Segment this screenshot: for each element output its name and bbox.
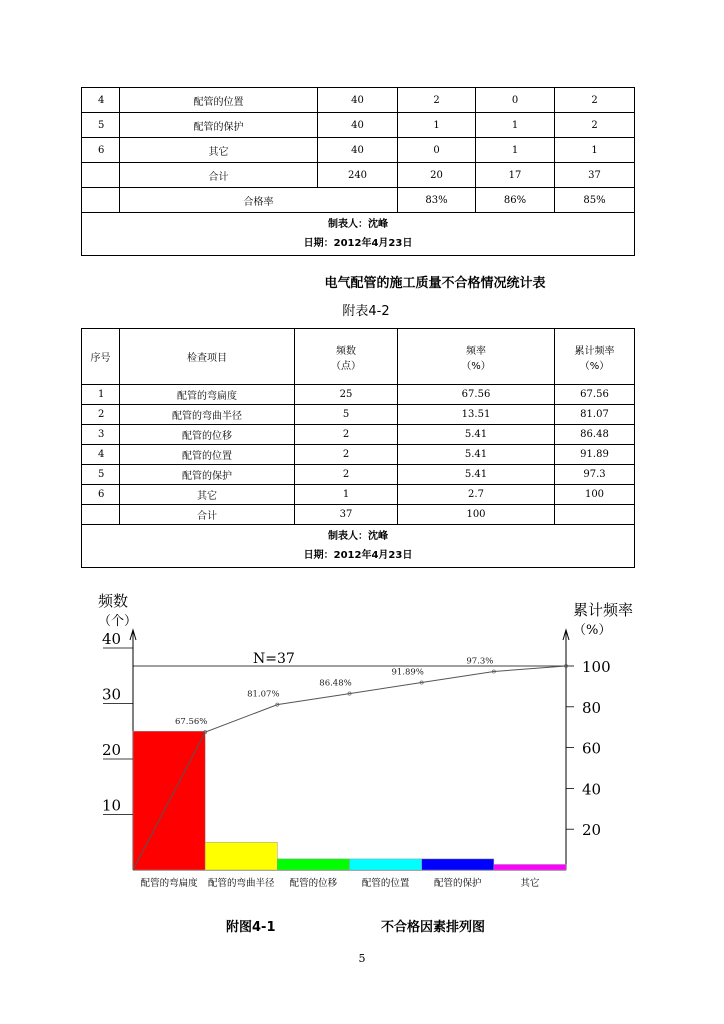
table-cell: 2 [398,88,476,113]
table2-title: 电气配管的施工质量不合格情况统计表 [324,276,546,291]
table-cell: 1 [555,138,635,163]
bar-6 [494,864,566,870]
table-cell: 配管的保护 [120,113,318,138]
table-cell: 其它 [120,485,295,505]
table-cell: 5 [82,113,120,138]
right-axis-title: 累计频率 [573,601,634,619]
category-label: 配管的保护 [433,878,482,889]
header-no: 序号 [82,329,120,385]
table-row [82,138,635,163]
table2-header-row [82,329,635,385]
table-cell: 其它 [120,138,318,163]
table-maker: 制表人：沈峰 [328,531,388,542]
table-row [82,425,635,445]
table-cell: 5 [82,465,120,485]
table-cell: 3 [82,425,120,445]
pass-rate-3: 85% [555,188,635,213]
pass-rate-row [82,188,635,213]
table-date: 日期：2012年4月23日 [303,550,413,561]
table-cell: 配管的位置 [120,445,295,465]
category-label: 配管的位移 [289,878,338,889]
header-cum-unit: （%） [579,360,610,372]
table-cell: 13.51 [398,405,555,425]
page-number: 5 [358,952,366,965]
signature-row [82,525,635,568]
table-cell: 100 [555,485,635,505]
table-cell: 合计 [120,163,318,188]
table-cell: 配管的弯扁度 [120,385,295,405]
table-date: 日期：2012年4月23日 [303,238,413,249]
right-tick-label: 80 [582,698,602,717]
pareto-chart [0,580,724,900]
table-quality-stats [81,328,635,568]
table-cell [555,505,635,525]
table-cell: 0 [476,88,555,113]
table-cell: 配管的弯曲半径 [120,405,295,425]
left-tick-label: 30 [102,685,122,704]
table-cell: 1 [398,113,476,138]
table-cell: 17 [476,163,555,188]
table-cell: 5.41 [398,425,555,445]
table-cell: 37 [555,163,635,188]
cumulative-label: 97.3% [466,656,494,667]
table-cell: 37 [295,505,398,525]
table2-subtitle: 附表4-2 [342,304,390,319]
left-tick-label: 10 [102,796,122,815]
table-cell: 4 [82,88,120,113]
table-cell: 100 [398,505,555,525]
table-cell: 1 [476,138,555,163]
right-tick-label: 100 [582,658,611,676]
table-cell: 2 [555,88,635,113]
table-row [82,505,635,525]
table-cell: 配管的位置 [120,88,318,113]
bar-4 [350,859,422,870]
right-tick-label: 60 [582,739,602,758]
table-cell: 6 [82,138,120,163]
cumulative-label: 67.56% [174,717,208,728]
pass-rate-label: 合格率 [120,188,398,213]
table-cell: 40 [318,113,398,138]
header-freq: 频数 [336,345,356,357]
table-cell [82,163,120,188]
table-row [82,485,635,505]
table-cell: 67.56 [555,385,635,405]
left-tick-label: 40 [102,630,122,648]
table-cell: 25 [295,385,398,405]
table-maker: 制表人：沈峰 [328,219,388,230]
table-cell: 1 [82,385,120,405]
right-tick-label: 40 [582,780,602,799]
table-cell: 2.7 [398,485,555,505]
pass-rate-2: 86% [476,188,555,213]
table-cell: 配管的保护 [120,465,295,485]
header-cum: 累计频率 [574,345,615,357]
header-rate: 频率 [466,345,486,357]
table-cell: 0 [398,138,476,163]
table-cell: 2 [555,113,635,138]
header-item: 检查项目 [120,329,295,385]
table-cell: 1 [295,485,398,505]
right-tick-label: 20 [582,821,602,840]
n-label: N=37 [253,651,295,667]
table-cell: 5 [295,405,398,425]
table-cell: 5.41 [398,465,555,485]
table-cell: 合计 [120,505,295,525]
table-cell: 91.89 [555,445,635,465]
bar-2 [205,842,277,870]
cumulative-label: 91.89% [391,667,424,678]
table-cell: 1 [476,113,555,138]
table-row [82,405,635,425]
cumulative-label: 81.07% [247,689,280,700]
table-row [82,445,635,465]
table-cell: 97.3 [555,465,635,485]
header-rate-unit: （%） [461,360,491,372]
table-cell: 2 [82,405,120,425]
table-cell: 6 [82,485,120,505]
header-freq-unit: （点） [331,360,361,372]
left-tick-label: 20 [102,741,122,759]
table-cell: 40 [318,138,398,163]
table-cell: 86.48 [555,425,635,445]
table-cell: 5.41 [398,445,555,465]
category-label: 配管的弯扁度 [140,878,198,889]
bar-3 [277,859,349,870]
table-cell: 配管的位移 [120,425,295,445]
table-row [82,163,635,188]
category-label: 配管的位置 [361,878,410,889]
table-cell: 67.56 [398,385,555,405]
table-row [82,113,635,138]
table-row [82,465,635,485]
table-cell: 240 [318,163,398,188]
table-cell: 81.07 [555,405,635,425]
table-cell: 2 [295,425,398,445]
table-cell: 2 [295,465,398,485]
right-axis-unit: （%） [573,623,612,638]
table-row [82,88,635,113]
table-cell: 20 [398,163,476,188]
bar-5 [422,859,494,870]
table-cell: 40 [318,88,398,113]
cumulative-label: 86.48% [319,678,352,689]
table-row [82,385,635,405]
left-axis-unit: （个） [98,614,138,629]
table-cell [82,505,120,525]
table-cell: 4 [82,445,120,465]
category-label: 其它 [520,878,540,889]
category-label: 配管的弯曲半径 [207,878,275,889]
pass-rate-1: 83% [398,188,476,213]
table-cell: 2 [295,445,398,465]
figure-title: 不合格因素排列图 [381,920,486,935]
table-quality-continuation [81,87,635,256]
signature-row [82,213,635,256]
left-axis-title: 频数 [98,592,129,610]
figure-number: 附图4-1 [226,920,276,935]
